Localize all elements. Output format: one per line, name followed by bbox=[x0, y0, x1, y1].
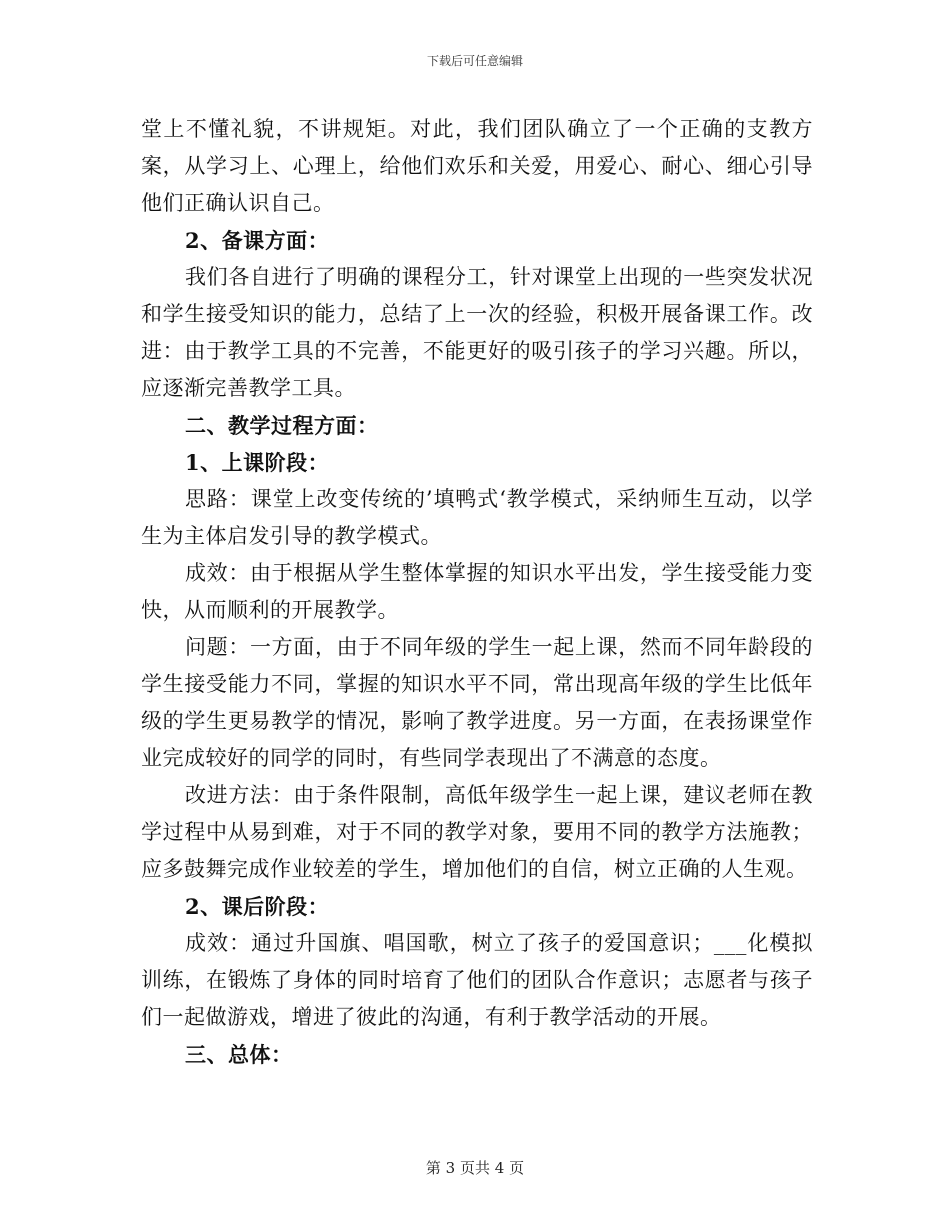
paragraph-after-class-results: 成效：通过升国旗、唱国歌，树立了孩子的爱国意识；___化模拟训练，在锻炼了身体的同时培育了他们的团队合作意识；志愿者与孩子们一起做游戏，增进了彼此的沟通，有利于教学活动的开展。 bbox=[141, 931, 813, 1029]
paragraph-problems: 问题：一方面，由于不同年级的学生一起上课，然而不同年龄段的学生接受能力不同，掌握的知识水平不同，常出现高年级的学生比低年级的学生更易教学的情况，影响了教学进度。另一方面，在表扬课堂作业完成较好的同学的同时，有些同学表现出了不满意的态度。 bbox=[141, 635, 813, 770]
paragraph-results: 成效：由于根据从学生整体掌握的知识水平出发，学生接受能力变快，从而顺利的开展教学。 bbox=[141, 561, 813, 622]
section-heading-after-class: 2、课后阶段： bbox=[185, 894, 330, 919]
section-heading-teaching-process: 二、教学过程方面： bbox=[185, 413, 379, 438]
document-body bbox=[141, 111, 813, 1073]
page-footer-page-number: 第 3 页共 4 页 bbox=[425, 1159, 525, 1177]
paragraph-intro-continuation: 堂上不懂礼貌，不讲规矩。对此，我们团队确立了一个正确的支教方案，从学习上、心理上，给他们欢乐和关爱，用爱心、耐心、细心引导他们正确认识自己。 bbox=[141, 117, 813, 215]
paragraph-approach: 思路：课堂上改变传统的’填鸭式‘教学模式，采纳师生互动，以学生为主体启发引导的教学模式。 bbox=[141, 487, 813, 548]
section-heading-class-stage: 1、上课阶段： bbox=[185, 450, 330, 475]
paragraph-improvement: 改进方法：由于条件限制，高低年级学生一起上课，建议老师在教学过程中从易到难，对于不同的教学对象，要用不同的教学方法施教；应多鼓舞完成作业较差的学生，增加他们的自信，树立正确的人生观。 bbox=[141, 783, 813, 881]
section-heading-overall: 三、总体： bbox=[185, 1042, 293, 1067]
section-heading-lesson-prep: 2、备课方面： bbox=[185, 228, 330, 253]
page-header: 下载后可任意编辑 bbox=[426, 54, 523, 68]
paragraph-lesson-prep: 我们各自进行了明确的课程分工，针对课堂上出现的一些突发状况和学生接受知识的能力，总结了上一次的经验，积极开展备课工作。改进：由于教学工具的不完善，不能更好的吸引孩子的学习兴趣。所以，应逐渐完善教学工具。 bbox=[141, 265, 813, 400]
